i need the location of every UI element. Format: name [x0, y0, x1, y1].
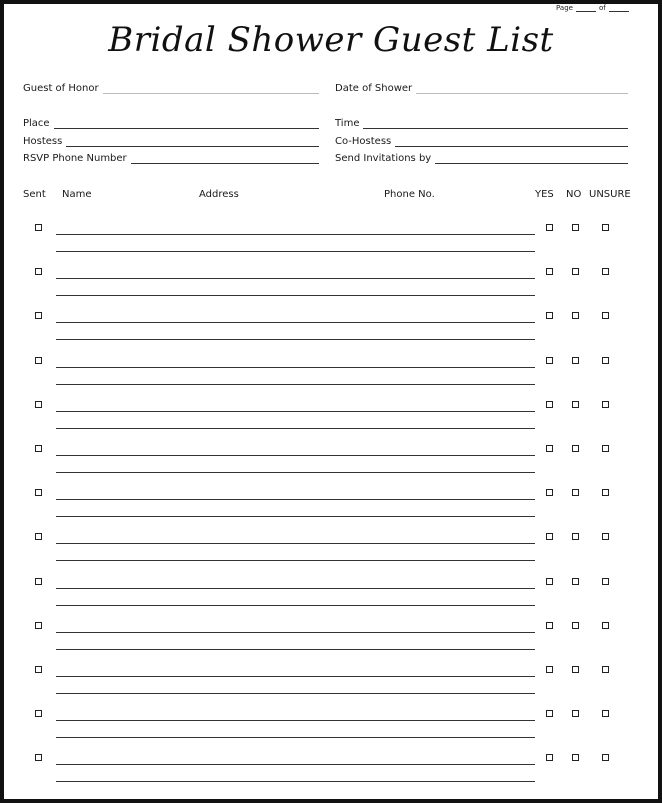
column-header-unsure: UNSURE [589, 189, 631, 200]
guest-entry-line-second[interactable] [56, 428, 535, 429]
no-checkbox[interactable] [572, 401, 579, 408]
date-of-shower-line[interactable] [416, 84, 628, 94]
rsvp-phone-label: RSVP Phone Number [23, 153, 127, 164]
no-checkbox[interactable] [572, 622, 579, 629]
unsure-checkbox[interactable] [602, 401, 609, 408]
sent-checkbox[interactable] [35, 357, 42, 364]
yes-checkbox[interactable] [546, 489, 553, 496]
sent-checkbox[interactable] [35, 578, 42, 585]
no-checkbox[interactable] [572, 268, 579, 275]
yes-checkbox[interactable] [546, 268, 553, 275]
yes-checkbox[interactable] [546, 224, 553, 231]
unsure-checkbox[interactable] [602, 754, 609, 761]
hostess-label: Hostess [23, 136, 63, 147]
yes-checkbox[interactable] [546, 533, 553, 540]
guest-entry-line[interactable] [56, 588, 535, 589]
no-checkbox[interactable] [572, 357, 579, 364]
guest-entry-line[interactable] [56, 455, 535, 456]
guest-entry-line[interactable] [56, 632, 535, 633]
guest-entry-line-second[interactable] [56, 384, 535, 385]
no-checkbox[interactable] [572, 445, 579, 452]
unsure-checkbox[interactable] [602, 578, 609, 585]
column-header-yes: YES [535, 189, 554, 200]
unsure-checkbox[interactable] [602, 224, 609, 231]
unsure-checkbox[interactable] [602, 622, 609, 629]
no-checkbox[interactable] [572, 533, 579, 540]
guest-entry-line[interactable] [56, 764, 535, 765]
unsure-checkbox[interactable] [602, 357, 609, 364]
guest-entry-line[interactable] [56, 411, 535, 412]
place-line[interactable] [54, 119, 319, 129]
time-line[interactable] [363, 119, 628, 129]
co-hostess-field[interactable] [335, 135, 628, 147]
sent-checkbox[interactable] [35, 533, 42, 540]
sent-checkbox[interactable] [35, 754, 42, 761]
guest-of-honor-label: Guest of Honor [23, 83, 99, 94]
time-field[interactable] [335, 117, 628, 129]
yes-checkbox[interactable] [546, 445, 553, 452]
sent-checkbox[interactable] [35, 445, 42, 452]
sent-checkbox[interactable] [35, 224, 42, 231]
no-checkbox[interactable] [572, 312, 579, 319]
no-checkbox[interactable] [572, 666, 579, 673]
column-header-name: Name [62, 189, 92, 200]
guest-entry-line-second[interactable] [56, 693, 535, 694]
guest-entry-line-second[interactable] [56, 251, 535, 252]
co-hostess-line[interactable] [395, 137, 628, 147]
yes-checkbox[interactable] [546, 401, 553, 408]
yes-checkbox[interactable] [546, 666, 553, 673]
yes-checkbox[interactable] [546, 578, 553, 585]
no-checkbox[interactable] [572, 754, 579, 761]
guest-entry-line-second[interactable] [56, 516, 535, 517]
guest-entry-line[interactable] [56, 278, 535, 279]
send-invitations-field[interactable] [335, 152, 628, 164]
page-number-field[interactable] [576, 5, 596, 12]
guest-entry-line[interactable] [56, 543, 535, 544]
column-header-address: Address [199, 189, 239, 200]
date-of-shower-label: Date of Shower [335, 83, 413, 94]
guest-entry-line-second[interactable] [56, 737, 535, 738]
place-field[interactable] [23, 117, 319, 129]
guest-entry-line-second[interactable] [56, 781, 535, 782]
unsure-checkbox[interactable] [602, 268, 609, 275]
date-of-shower-field[interactable] [335, 82, 628, 94]
no-checkbox[interactable] [572, 578, 579, 585]
yes-checkbox[interactable] [546, 710, 553, 717]
no-checkbox[interactable] [572, 710, 579, 717]
guest-entry-line[interactable] [56, 499, 535, 500]
yes-checkbox[interactable] [546, 357, 553, 364]
guest-entry-line-second[interactable] [56, 472, 535, 473]
sent-checkbox[interactable] [35, 268, 42, 275]
guest-entry-line[interactable] [56, 720, 535, 721]
column-header-no: NO [566, 189, 582, 200]
co-hostess-label: Co-Hostess [335, 136, 392, 147]
guest-entry-line[interactable] [56, 367, 535, 368]
send-invitations-label: Send Invitations by [335, 153, 432, 164]
unsure-checkbox[interactable] [602, 489, 609, 496]
rsvp-phone-field[interactable] [23, 152, 319, 164]
time-label: Time [335, 118, 360, 129]
yes-checkbox[interactable] [546, 312, 553, 319]
sent-checkbox[interactable] [35, 312, 42, 319]
sent-checkbox[interactable] [35, 710, 42, 717]
yes-checkbox[interactable] [546, 622, 553, 629]
page-title: Bridal Shower Guest List [108, 20, 554, 60]
guest-entry-line[interactable] [56, 676, 535, 677]
no-checkbox[interactable] [572, 224, 579, 231]
unsure-checkbox[interactable] [602, 666, 609, 673]
sent-checkbox[interactable] [35, 622, 42, 629]
sent-checkbox[interactable] [35, 666, 42, 673]
page-of-label: of [598, 4, 606, 12]
hostess-field[interactable] [23, 135, 319, 147]
send-invitations-line[interactable] [435, 154, 628, 164]
rsvp-phone-line[interactable] [131, 154, 319, 164]
guest-entry-line-second[interactable] [56, 339, 535, 340]
sent-checkbox[interactable] [35, 489, 42, 496]
sent-checkbox[interactable] [35, 401, 42, 408]
unsure-checkbox[interactable] [602, 445, 609, 452]
guest-entry-line-second[interactable] [56, 605, 535, 606]
guest-entry-line-second[interactable] [56, 560, 535, 561]
no-checkbox[interactable] [572, 489, 579, 496]
guest-entry-line[interactable] [56, 234, 535, 235]
page-label: Page [556, 4, 573, 12]
guest-entry-line[interactable] [56, 322, 535, 323]
guest-entry-line-second[interactable] [56, 649, 535, 650]
place-label: Place [23, 118, 50, 129]
page-total-field[interactable] [609, 5, 629, 12]
column-header-sent: Sent [23, 189, 46, 200]
unsure-checkbox[interactable] [602, 710, 609, 717]
column-header-phone: Phone No. [384, 189, 435, 200]
hostess-line[interactable] [66, 137, 319, 147]
guest-entry-line-second[interactable] [56, 295, 535, 296]
page-number [556, 4, 629, 12]
guest-of-honor-line[interactable] [103, 84, 319, 94]
unsure-checkbox[interactable] [602, 312, 609, 319]
yes-checkbox[interactable] [546, 754, 553, 761]
guest-of-honor-field[interactable] [23, 82, 319, 94]
unsure-checkbox[interactable] [602, 533, 609, 540]
